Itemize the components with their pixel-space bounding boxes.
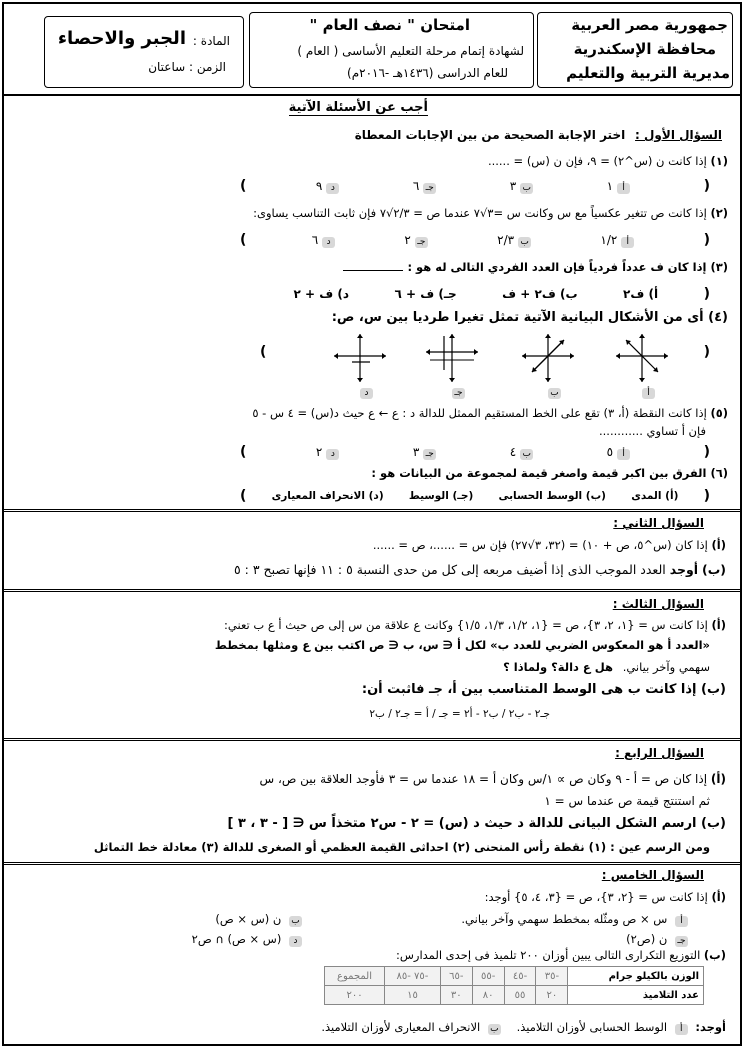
option-letter: د	[326, 183, 339, 194]
option-letter: أ	[653, 287, 659, 301]
option-d[interactable]	[312, 233, 339, 248]
part-text: إذا كان (س^٥، ص + ١٠) = (٣٢، ٣√٢٧) فإن س = ......، ص = ......	[372, 538, 708, 552]
graph-option-c[interactable]	[422, 332, 482, 388]
q4-part-a-line2: ثم استنتج قيمة ص عندما س = ١	[544, 794, 710, 808]
part-label: (ب)	[703, 948, 726, 962]
paren-open: (	[703, 344, 710, 360]
item-text: الفرق بين اكبر قيمة واصغر قيمة لمجموعة من البيانات هو :	[371, 466, 707, 480]
paren-close: )	[240, 178, 247, 194]
table-cell: -٦٥	[440, 967, 472, 986]
graph-option-a[interactable]	[612, 332, 672, 388]
item-letter: جـ	[675, 936, 688, 947]
q3-part-a-line3	[503, 660, 710, 674]
option-c[interactable]	[413, 179, 440, 194]
find-label: أوجد:	[695, 1020, 726, 1034]
option-letter: د	[342, 287, 350, 301]
section-divider	[4, 738, 740, 741]
option-d[interactable]: (د) الانحراف المعيارى	[271, 490, 384, 502]
subject-label: المادة :	[192, 34, 230, 48]
header-divider	[4, 94, 740, 96]
q4-part-b-line1	[227, 816, 726, 831]
item-text: ن (س × ص)	[215, 912, 282, 926]
option-value: ٢/٣	[497, 232, 515, 247]
answer-blank[interactable]	[343, 270, 403, 271]
q1-subtitle: اختر الإجابة الصحيحة من بين الإجابات المعطاة	[354, 128, 626, 142]
table-cell: ٢٠	[536, 986, 568, 1005]
part-text: ارسم الشكل البيانى للدالة د حيث د (س) = ٢ - س٢ متخذاً س ∈ [ - ٣ ، ٣ ]	[227, 816, 697, 831]
q1-item-1	[488, 154, 728, 168]
item-text: س × ص ومثّله بمخطط سهمي وآخر بياني.	[461, 912, 668, 926]
q1-item-1-options	[240, 178, 710, 194]
exam-page	[2, 2, 742, 1046]
option-b[interactable]: ب) ف٢ + ف	[502, 287, 578, 301]
item-letter: ب	[289, 916, 302, 927]
item-letter: ب	[488, 1024, 501, 1035]
graph-label-a: أ	[642, 388, 655, 399]
paren-close: )	[240, 488, 247, 504]
option-value: ١/٢	[600, 232, 618, 247]
q5-part-b	[396, 948, 726, 962]
option-b[interactable]	[510, 179, 537, 194]
option-a[interactable]	[607, 445, 634, 460]
q1-item-6-options	[240, 488, 710, 504]
q1-item-3-options	[240, 286, 710, 302]
exam-year: للعام الدراسى (١٤٣٦هـ -٢٠١٦م)	[347, 66, 508, 80]
option-letter: جـ	[423, 183, 436, 194]
part-text: إذا كانت س = {١، ٢، ٣}، ص = {١، ١/٢، ١/٣، ١/٥} وكانت ع علاقة من س إلى ص حيث أ ع ب تعني:	[224, 618, 708, 632]
option-a[interactable]	[607, 179, 634, 194]
item-text: (س × ص) ∩ ص٢	[191, 932, 282, 946]
item-text: إذا كانت النقطة (أ، ٣) تقع على الخط المستقيم الممثل للدالة د : ع ← ع حيث د(س) = ٤ س - ٥	[252, 406, 707, 420]
option-letter: جـ	[443, 287, 457, 301]
table-cell: -٤٥	[504, 967, 536, 986]
option-c[interactable]: (جـ) الوسيط	[408, 490, 474, 502]
option-d[interactable]	[316, 445, 343, 460]
option-letter: أ	[617, 449, 630, 460]
part-verb: أوجد	[669, 562, 699, 577]
option-value: ٦	[311, 232, 319, 247]
section-divider	[4, 862, 740, 865]
q3-formula: جـ٢ - ب٢ / ب٢ - أ٢ = جـ / أ = جـ٢ / ب٢	[369, 708, 550, 720]
q1-item-5	[252, 406, 728, 420]
subject-value: الجبر والاحصاء	[57, 28, 186, 49]
part-label: (أ)	[710, 772, 726, 786]
option-letter: جـ	[423, 449, 436, 460]
option-b[interactable]	[497, 233, 535, 248]
part-label: (ب)	[701, 682, 726, 697]
frequency-table	[324, 966, 704, 1005]
header-left-box	[44, 16, 244, 88]
q4-title: السؤال الرابع :	[615, 746, 704, 760]
option-d[interactable]	[316, 179, 343, 194]
option-b[interactable]	[510, 445, 537, 460]
table-cell: -٥٥	[472, 967, 504, 986]
header-governorate: محافظة الإسكندرية	[573, 40, 716, 58]
table-cell: ١٥	[385, 986, 441, 1005]
part-question: هل ع دالة؟ ولماذا ؟	[503, 660, 614, 674]
item-number: (١)	[710, 154, 728, 168]
option-value: ٦	[412, 178, 420, 193]
q2-part-a	[373, 538, 726, 552]
q1-item-2	[253, 206, 728, 220]
table-row	[325, 986, 704, 1005]
option-value: ٣	[412, 444, 420, 459]
instruction: أجب عن الأسئلة الآتية	[288, 100, 428, 115]
item-number: (٢)	[710, 206, 728, 220]
option-value: ٢	[404, 232, 411, 247]
q5-a-item-4	[192, 932, 306, 947]
option-letter: ب	[565, 287, 578, 301]
q3-part-a-line2: «العدد أ هو المعكوس الضربي للعدد ب» لكل أ ∈ س، ب ∈ ص اكتب بين ع ومثلها بمخطط	[214, 638, 710, 652]
item-letter: د	[289, 936, 302, 947]
part-text: التوزيع التكرارى التالى يبين أوزان ٢٠٠ تلميذ فى إحدى المدارس:	[395, 948, 701, 962]
item-text: إذا كان ف عدداً فردياً فإن العدد الفردي التالى له هو :	[407, 260, 707, 274]
q5-part-a	[485, 890, 726, 904]
q1-item-6	[371, 466, 728, 480]
q1-item-4	[332, 310, 728, 325]
option-letter: د	[326, 449, 339, 460]
item-text: أى من الأشكال البيانية الآتية تمثل تغيرا طرديا بين س، ص:	[331, 310, 704, 325]
option-value: ١	[606, 178, 614, 193]
part-label: (ب)	[702, 562, 726, 577]
paren-close: )	[260, 344, 267, 360]
exam-title: امتحان " نصف العام "	[309, 16, 470, 34]
q5-find	[321, 1020, 726, 1035]
q3-part-b	[362, 682, 726, 697]
option-value: ٢	[315, 444, 323, 459]
graph-option-b[interactable]	[518, 332, 578, 388]
part-label: (أ)	[711, 890, 726, 904]
graph-label-d: د	[360, 388, 373, 399]
graph-option-d[interactable]	[330, 332, 390, 388]
table-cell: ٥٥	[504, 986, 536, 1005]
paren-open: (	[703, 232, 710, 248]
paren-open: (	[703, 488, 710, 504]
q5-a-item-2	[215, 912, 306, 927]
q5-a-item-1	[461, 912, 692, 927]
time-label: الزمن : ساعتان	[148, 60, 226, 74]
option-letter: ب	[520, 183, 533, 194]
option-value: ٩	[315, 178, 323, 193]
item-number: (٤)	[708, 310, 728, 325]
option-letter: أ	[669, 490, 674, 502]
option-letter: ب	[520, 449, 533, 460]
option-value: الوسيط	[408, 490, 449, 502]
option-letter: ب	[590, 490, 602, 502]
item-letter: أ	[675, 1024, 688, 1035]
q3-part-a-line1	[224, 618, 726, 632]
item-number: (٥)	[710, 406, 728, 420]
table-cell: ٣٠	[440, 986, 472, 1005]
option-value: ف + ٦	[394, 287, 435, 301]
table-cell: ٢٠٠	[325, 986, 385, 1005]
q4-part-b-line2: ومن الرسم عين : (١) نقطة رأس المنحنى (٢) احداثى القيمة العظمي أو الصغرى للدالة (٣) معادلة خط التماثل	[93, 840, 710, 854]
graph-label-c: جـ	[452, 388, 465, 399]
option-letter: أ	[621, 237, 634, 248]
header-directorate: مديرية التربية والتعليم	[566, 64, 730, 82]
q1-item-2-options	[240, 232, 710, 248]
item-letter: أ	[675, 916, 688, 927]
option-a[interactable]: أ) ف٢	[623, 287, 659, 301]
option-letter: د	[373, 490, 379, 502]
option-value: ٤	[509, 444, 517, 459]
option-c[interactable]: جـ) ف + ٦	[394, 287, 457, 301]
table-cell: ٨٠	[472, 986, 504, 1005]
item-text: الوسط الحسابى لأوزان التلاميذ.	[516, 1020, 668, 1034]
option-value: الوسط الحسابى	[498, 490, 583, 502]
q1-title: السؤال الأول :	[635, 128, 722, 142]
item-text: الانحراف المعيارى لأوزان التلاميذ.	[321, 1020, 481, 1034]
q3-title: السؤال الثالث :	[612, 597, 704, 611]
option-b[interactable]: (ب) الوسط الحسابى	[498, 490, 606, 502]
option-d[interactable]: د) ف + ٢	[293, 287, 350, 301]
part-label: (أ)	[711, 618, 726, 632]
option-letter: د	[322, 237, 335, 248]
option-letter: جـ	[415, 237, 428, 248]
header-country: جمهورية مصر العربية	[571, 16, 728, 34]
q5-a-item-3	[626, 932, 692, 947]
q4-part-a-line1	[260, 772, 726, 786]
q1-item-5-options	[240, 444, 710, 460]
part-text: إذا كانت ب هى الوسط المتناسب بين أ، جـ فاثبت أن:	[361, 682, 697, 697]
paren-open: (	[703, 178, 710, 194]
part-label: (أ)	[711, 538, 726, 552]
option-c[interactable]	[413, 445, 440, 460]
q2-part-b	[234, 562, 726, 577]
q1-item-5-line2: فإن أ تساوي ............	[599, 424, 706, 438]
part-label: (ب)	[701, 816, 726, 831]
q1-item-3	[343, 260, 728, 274]
option-value: ف + ٢	[293, 287, 334, 301]
option-value: ف٢ + ف	[502, 287, 556, 301]
part-text: العدد الموجب الذى إذا أضيف مربعه إلى كل من حدى النسبة ٥ : ١١ فإنها تصبح ٣ : ٥	[233, 562, 666, 577]
item-text: إذا كانت ن (س^٢) = ٩، فإن ن (س) = ......	[487, 154, 707, 168]
table-cell: -٣٥	[536, 967, 568, 986]
option-letter: ب	[518, 237, 531, 248]
option-value: ٣	[509, 178, 517, 193]
paren-open: (	[703, 286, 710, 302]
part-text: إذا كان ص = أ - ٩ وكان ص ∝ ١/س وكان أ = ١٨ عندما س = ٣ فأوجد العلاقة بين ص، س	[259, 772, 708, 786]
item-text: إذا كانت ص تتغير عكسياً مع س وكانت س =٣√٧ عندما ص = ٢/٣√٧ فإن ثابت التناسب يساوى:	[253, 206, 707, 220]
option-a[interactable]: (أ) المدى	[631, 490, 679, 502]
part-text: سهمي وآخر بياني.	[622, 660, 710, 674]
option-value: المدى	[631, 490, 662, 502]
item-number: (٣)	[710, 260, 728, 274]
part-text: إذا كانت س = {٢، ٣}، ص = {٣، ٤، ٥} أوجد:	[484, 890, 708, 904]
section-divider	[4, 509, 740, 512]
row-header: عدد التلاميذ	[568, 986, 704, 1005]
option-c[interactable]	[404, 233, 431, 248]
graph-label-b: ب	[548, 388, 561, 399]
q5-title: السؤال الخامس :	[601, 868, 704, 882]
section-divider	[4, 589, 740, 592]
option-value: ٥	[606, 444, 614, 459]
paren-open: (	[703, 444, 710, 460]
option-letter: أ	[617, 183, 630, 194]
q2-title: السؤال الثاني :	[613, 516, 704, 530]
option-value: ف٢	[623, 287, 645, 301]
item-text: ن (ص٢)	[626, 932, 668, 946]
q1-header	[355, 128, 722, 142]
table-row	[325, 967, 704, 986]
option-letter: جـ	[457, 490, 469, 502]
table-cell: -٧٥ -٨٥	[385, 967, 441, 986]
paren-close: )	[240, 444, 247, 460]
table-cell: المجموع	[325, 967, 385, 986]
exam-subtitle: لشهادة إتمام مرحلة التعليم الأساسى ( العام )	[297, 44, 524, 58]
option-value: الانحراف المعيارى	[271, 490, 365, 502]
option-a[interactable]	[600, 233, 638, 248]
paren-close: )	[240, 232, 247, 248]
item-number: (٦)	[710, 466, 728, 480]
row-header: الوزن بالكيلو جرام	[568, 967, 704, 986]
